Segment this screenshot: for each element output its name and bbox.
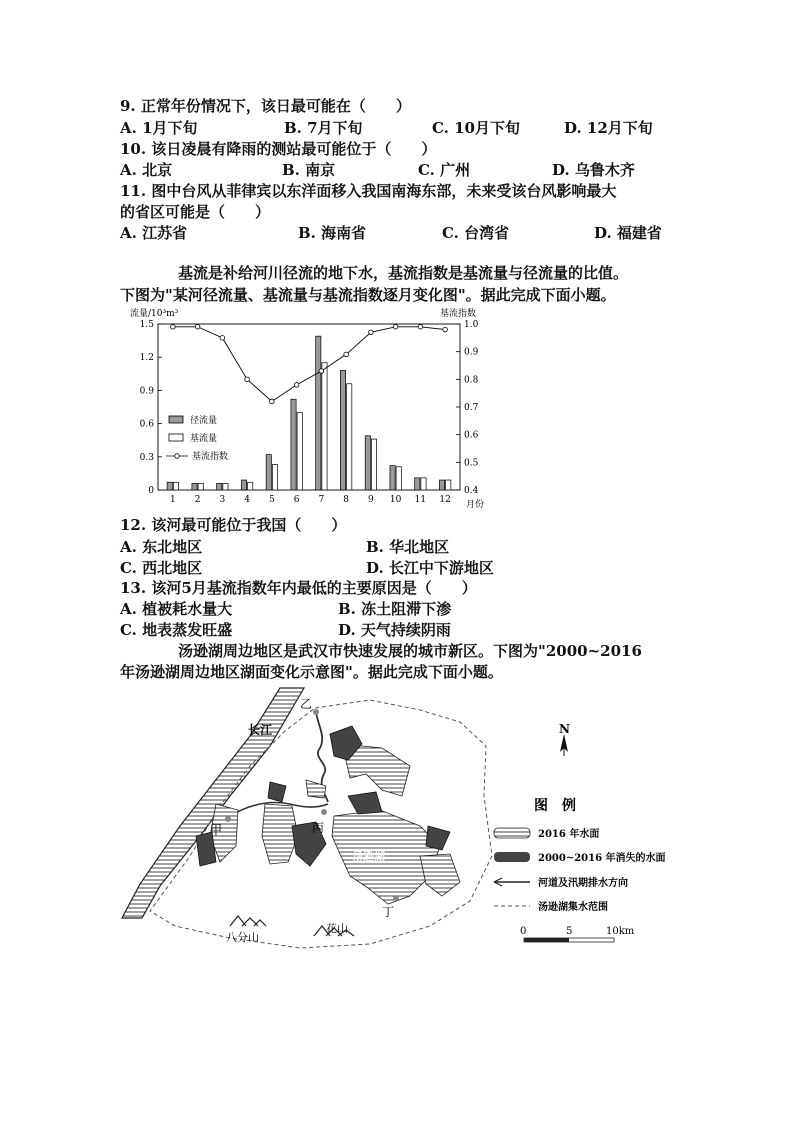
point-ding <box>393 895 399 901</box>
point-baseflow-index <box>319 369 324 374</box>
bar-runoff <box>390 466 395 490</box>
q11-stem-line1: 11. 图中台风从菲律宾以东洋面移入我国南海东部，未来受该台风影响最大 <box>120 182 617 200</box>
bar-runoff <box>316 336 321 490</box>
plot-frame <box>158 324 460 490</box>
point-baseflow-index <box>220 336 225 341</box>
bar-baseflow <box>173 482 178 490</box>
y2-tick-label: 0.9 <box>464 347 479 358</box>
scale-label-10: 10km <box>606 926 635 937</box>
y-tick-label: 0.3 <box>139 452 154 463</box>
bar-runoff <box>415 478 420 490</box>
point-baseflow-index <box>171 324 176 329</box>
bar-runoff <box>340 370 345 490</box>
y-tick-label: 0 <box>148 486 154 496</box>
label-mountain2: 花山 <box>326 922 348 935</box>
y2-tick-label: 0.4 <box>464 486 479 496</box>
label-ding: 丁 <box>382 905 395 919</box>
label-jia: 甲 <box>210 823 223 837</box>
bar-baseflow <box>223 483 228 490</box>
bar-baseflow <box>198 483 203 490</box>
bar-baseflow <box>446 480 451 490</box>
bar-runoff <box>439 480 444 490</box>
label-bing: 丙 <box>312 821 325 835</box>
q9-option-c: C. 10月下旬 <box>432 119 520 137</box>
q11-option-d: D. 福建省 <box>594 224 662 242</box>
point-baseflow-index <box>270 399 275 404</box>
y-tick-label: 0.6 <box>139 419 154 430</box>
q13-option-c: C. 地表蒸发旺盛 <box>120 621 233 639</box>
legend-runoff: 径流量 <box>190 416 218 426</box>
q9-option-b: B. 7月下旬 <box>284 119 363 137</box>
q11-option-a: A. 江苏省 <box>120 224 188 242</box>
scale-label-5: 5 <box>566 926 573 937</box>
water-2016 <box>420 854 460 896</box>
bar-baseflow <box>396 467 401 490</box>
q13-stem: 13. 该河5月基流指数年内最低的主要原因是（ ） <box>120 579 477 597</box>
legend-lost-water: 2000~2016 年消失的水面 <box>538 853 666 864</box>
lost-water <box>348 792 382 814</box>
q9-stem: 9. 正常年份情况下，该日最可能在（ ） <box>120 97 411 115</box>
point-baseflow-index <box>245 377 250 382</box>
q12-stem: 12. 该河最可能位于我国（ ） <box>120 516 347 534</box>
intro2-line2: 年汤逊湖周边地区湖面变化示意图"。据此完成下面小题。 <box>120 663 503 681</box>
q13-option-b: B. 冻土阻滞下渗 <box>338 600 452 618</box>
q11-stem-line2: 的省区可能是（ ） <box>120 203 271 221</box>
label-lake: 汤逊湖 <box>352 850 385 863</box>
q13-option-d: D. 天气持续阴雨 <box>338 621 451 639</box>
x-tick-label: 7 <box>318 495 325 505</box>
intro1-line1: 基流是补给河川径流的地下水，基流指数是基流量与径流量的比值。 <box>178 264 629 282</box>
lake-change-map <box>120 686 680 976</box>
q9-option-a: A. 1月下旬 <box>120 119 198 137</box>
water-2016 <box>306 780 326 798</box>
runoff-baseflow-chart <box>126 304 506 514</box>
x-tick-label: 6 <box>293 495 300 505</box>
y2-tick-label: 0.7 <box>464 403 479 413</box>
legend-swatch-baseflow <box>169 434 183 441</box>
bar-runoff <box>241 480 246 490</box>
mountain-symbol <box>230 916 266 926</box>
y-tick-label: 1.2 <box>139 353 154 364</box>
x-tick-label: 5 <box>269 495 275 505</box>
x-tick-label: 1 <box>169 495 176 505</box>
q13-option-a: A. 植被耗水量大 <box>120 600 233 618</box>
q12-option-c: C. 西北地区 <box>120 559 203 577</box>
intro2-line1: 汤逊湖周边地区是武汉市快速发展的城市新区。下图为"2000~2016 <box>178 642 642 660</box>
label-yi: 乙 <box>300 697 313 711</box>
bar-runoff <box>291 399 296 490</box>
y2-tick-label: 0.6 <box>464 430 479 441</box>
lost-water <box>196 832 216 866</box>
x-tick-label: 2 <box>194 495 201 505</box>
intro1-line2: 下图为"某河径流量、基流量与基流指数逐月变化图"。据此完成下面小题。 <box>120 286 616 304</box>
lost-water <box>268 782 286 802</box>
north-label: N <box>559 722 570 736</box>
q9-option-d: D. 12月下旬 <box>564 119 653 137</box>
point-baseflow-index <box>294 383 299 388</box>
bar-baseflow <box>248 482 253 490</box>
x-tick-label: 3 <box>219 495 226 505</box>
point-baseflow-index <box>344 352 349 357</box>
legend-baseflow: 基流量 <box>190 434 218 444</box>
y2-axis-label: 基流指数 <box>440 309 477 319</box>
point-jia <box>225 816 231 822</box>
x-tick-label: 11 <box>414 495 427 505</box>
line-baseflow-index <box>173 327 445 402</box>
x-tick-label: 10 <box>389 495 402 505</box>
x-tick-label: 4 <box>244 495 250 505</box>
legend-catchment: 汤逊湖集水范围 <box>538 902 608 913</box>
bar-baseflow <box>272 465 277 490</box>
q10-option-c: C. 广州 <box>418 161 471 179</box>
q12-option-b: B. 华北地区 <box>366 538 450 556</box>
label-mountain1: 八分山 <box>226 931 259 944</box>
q11-option-b: B. 海南省 <box>298 224 367 242</box>
y-axis-label: 流量/10³m³ <box>130 309 179 319</box>
q10-option-d: D. 乌鲁木齐 <box>552 161 635 179</box>
bar-baseflow <box>322 363 327 490</box>
x-tick-label: 9 <box>368 495 374 505</box>
legend-swatch-2016-water <box>494 828 530 838</box>
legend-swatch-runoff <box>169 416 183 423</box>
q10-option-b: B. 南京 <box>282 161 336 179</box>
legend-2016-water: 2016 年水面 <box>538 829 600 840</box>
bar-runoff <box>365 436 370 490</box>
point-bing <box>321 809 327 815</box>
q10-stem: 10. 该日凌晨有降雨的测站最可能位于（ ） <box>120 140 437 158</box>
point-baseflow-index <box>393 324 398 329</box>
bar-runoff <box>266 455 271 490</box>
q12-option-d: D. 长江中下游地区 <box>366 559 494 577</box>
bar-runoff <box>167 482 172 490</box>
map-legend-title: 图 例 <box>534 798 576 814</box>
q12-option-a: A. 东北地区 <box>120 538 203 556</box>
bar-baseflow <box>371 439 376 490</box>
bar-baseflow <box>297 413 302 490</box>
x-tick-label: 12 <box>439 495 451 505</box>
y-tick-label: 1.5 <box>139 320 154 330</box>
point-yi <box>313 709 319 715</box>
lost-water <box>426 826 450 850</box>
q10-option-a: A. 北京 <box>120 161 173 179</box>
x-tick-label: 8 <box>343 495 349 505</box>
legend-index: 基流指数 <box>192 452 229 462</box>
legend-index-marker <box>175 454 180 459</box>
legend-channel: 河道及汛期排水方向 <box>538 878 628 889</box>
x-axis-label: 月份 <box>466 500 485 510</box>
river-label: 长江 <box>248 723 273 737</box>
y2-tick-label: 0.8 <box>464 375 479 386</box>
point-baseflow-index <box>443 327 448 332</box>
y-tick-label: 0.9 <box>139 386 154 397</box>
bar-baseflow <box>421 478 426 490</box>
q11-option-c: C. 台湾省 <box>442 224 510 242</box>
bar-baseflow <box>347 384 352 490</box>
point-baseflow-index <box>418 324 423 329</box>
bar-runoff <box>217 483 222 490</box>
legend-swatch-lost-water <box>494 852 530 862</box>
y2-tick-label: 1.0 <box>464 320 479 330</box>
y2-tick-label: 0.5 <box>464 458 479 469</box>
point-baseflow-index <box>195 324 200 329</box>
water-2016 <box>262 804 298 864</box>
bar-runoff <box>192 483 197 490</box>
point-baseflow-index <box>369 330 374 335</box>
scale-label-0: 0 <box>520 926 527 937</box>
